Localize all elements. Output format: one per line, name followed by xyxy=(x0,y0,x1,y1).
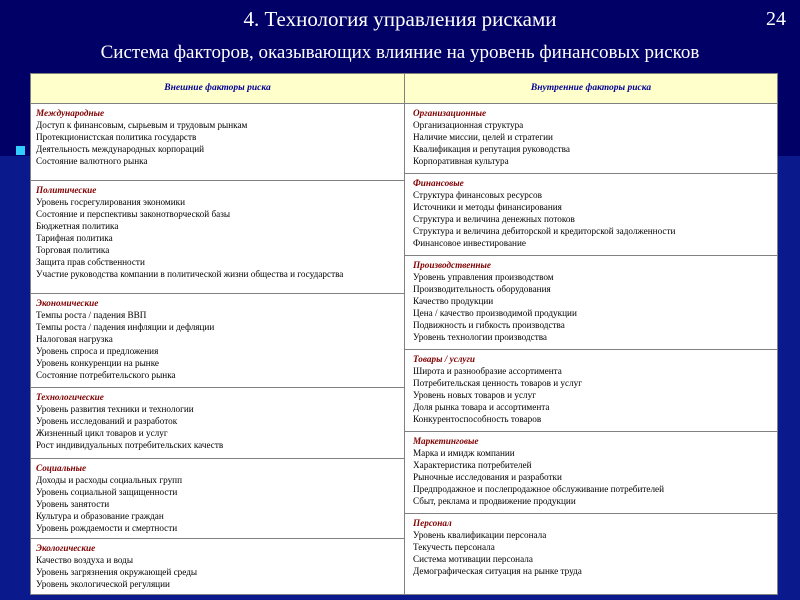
factor-item: Производительность оборудования xyxy=(413,284,551,294)
factor-item: Уровень конкуренции на рынке xyxy=(36,358,160,368)
bullet-square-icon xyxy=(16,146,25,155)
factor-item: Марка и имидж компании xyxy=(413,448,515,458)
factor-group-title: Политические xyxy=(36,185,97,195)
factor-item: Уровень загрязнения окружающей среды xyxy=(36,567,198,577)
risk-factors-table xyxy=(30,73,778,595)
factor-item: Корпоративная культура xyxy=(413,156,509,166)
factor-item: Доля рынка товара и ассортимента xyxy=(413,402,550,412)
factor-group-title: Социальные xyxy=(36,463,87,473)
factor-item: Качество продукции xyxy=(413,296,494,306)
factor-item: Состояние валютного рынка xyxy=(36,156,148,166)
factor-item: Протекционистская политика государств xyxy=(36,132,197,142)
factor-group-title: Финансовые xyxy=(413,178,464,188)
factor-item: Защита прав собственности xyxy=(36,257,145,267)
factor-item: Доступ к финансовым, сырьевым и трудовым рынкам xyxy=(36,120,248,130)
factor-group-title: Производственные xyxy=(413,260,491,270)
factor-item: Уровень управления производством xyxy=(413,272,554,282)
factor-group-political xyxy=(31,181,404,294)
factor-item: Рыночные исследования и разработки xyxy=(413,472,562,482)
factor-group-financial xyxy=(405,174,777,256)
factor-item: Бюджетная политика xyxy=(36,221,119,231)
factor-item: Качество воздуха и воды xyxy=(36,555,134,565)
factor-group-title: Маркетинговые xyxy=(413,436,479,446)
factor-item: Структура финансовых ресурсов xyxy=(413,190,542,200)
factor-item: Тарифная политика xyxy=(36,233,113,243)
factor-item: Жизненный цикл товаров и услуг xyxy=(36,428,168,438)
factor-item: Уровень исследований и разработок xyxy=(36,416,178,426)
factor-item: Состояние и перспективы законотворческой базы xyxy=(36,209,231,219)
factor-group-title: Технологические xyxy=(36,392,104,402)
factor-item: Уровень квалификации персонала xyxy=(413,530,547,540)
factor-group-marketing xyxy=(405,432,777,514)
factor-item: Уровень спроса и предложения xyxy=(36,346,159,356)
factor-item: Структура и величина дебиторской и кредиторской задолженности xyxy=(413,226,676,236)
factor-group-title: Организационные xyxy=(413,108,487,118)
slide-number: 24 xyxy=(766,8,786,30)
factor-group-title: Международные xyxy=(36,108,105,118)
factor-item: Финансовое инвестирование xyxy=(413,238,526,248)
factor-item: Темпы роста / падения инфляции и дефляции xyxy=(36,322,215,332)
factor-item: Наличие миссии, целей и стратегии xyxy=(413,132,553,142)
factor-item: Доходы и расходы социальных групп xyxy=(36,475,182,485)
factor-item: Состояние потребительского рынка xyxy=(36,370,176,380)
factor-item: Деятельность международных корпораций xyxy=(36,144,205,154)
factor-item: Уровень рождаемости и смертности xyxy=(36,523,178,533)
factor-item: Рост индивидуальных потребительских качеств xyxy=(36,440,224,450)
factor-group-title: Товары / услуги xyxy=(413,354,475,364)
factor-item: Демографическая ситуация на рынке труда xyxy=(413,566,582,576)
internal-factors-header: Внутренние факторы риска xyxy=(405,74,777,104)
factor-item: Темпы роста / падения ВВП xyxy=(36,310,147,320)
factor-item: Структура и величина денежных потоков xyxy=(413,214,575,224)
factor-item: Источники и методы финансирования xyxy=(413,202,562,212)
factor-group-production xyxy=(405,256,777,350)
factor-group-international xyxy=(31,104,404,181)
factor-group-organizational xyxy=(405,104,777,174)
factor-item: Налоговая нагрузка xyxy=(36,334,113,344)
factor-item: Квалификация и репутация руководства xyxy=(413,144,570,154)
factor-item: Уровень госрегулирования экономики xyxy=(36,197,186,207)
factor-item: Уровень социальной защищенности xyxy=(36,487,178,497)
factor-group-products-services xyxy=(405,350,777,432)
slide-title: 4. Технология управления рисками xyxy=(243,7,557,31)
factor-item: Цена / качество производимой продукции xyxy=(413,308,577,318)
internal-factors-column xyxy=(405,104,777,594)
external-factors-header: Внешние факторы риска xyxy=(31,74,405,104)
factor-item: Характеристика потребителей xyxy=(413,460,532,470)
factor-group-title: Персонал xyxy=(413,518,452,528)
factor-item: Организационная структура xyxy=(413,120,524,130)
factor-group-technological xyxy=(31,388,404,459)
factor-item: Широта и разнообразие ассортимента xyxy=(413,366,562,376)
factor-item: Уровень экологической регуляции xyxy=(36,579,170,589)
factor-item: Торговая политика xyxy=(36,245,110,255)
factor-item: Система мотивации персонала xyxy=(413,554,533,564)
factor-item: Уровень развития техники и технологии xyxy=(36,404,194,414)
factor-group-ecological xyxy=(31,539,404,594)
factor-item: Участие руководства компании в политической жизни общества и государства xyxy=(36,269,344,279)
slide-subtitle: Система факторов, оказывающих влияние на уровень финансовых рисков xyxy=(100,42,700,63)
factor-item: Текучесть персонала xyxy=(413,542,495,552)
factor-group-social xyxy=(31,459,404,539)
factor-item: Уровень занятости xyxy=(36,499,110,509)
factor-item: Уровень технологии производства xyxy=(413,332,547,342)
factor-item: Культура и образование граждан xyxy=(36,511,164,521)
factor-group-title: Экономические xyxy=(36,298,99,308)
factor-item: Предпродажное и послепродажное обслуживание потребителей xyxy=(413,484,665,494)
factor-item: Уровень новых товаров и услуг xyxy=(413,390,536,400)
external-factors-column xyxy=(31,104,405,594)
factor-item: Потребительская ценность товаров и услуг xyxy=(413,378,583,388)
factor-group-economic xyxy=(31,294,404,388)
factor-item: Конкурентоспособность товаров xyxy=(413,414,542,424)
factor-group-title: Экологические xyxy=(36,543,96,553)
factor-group-personnel xyxy=(405,514,777,594)
factor-item: Сбыт, реклама и продвижение продукции xyxy=(413,496,576,506)
factor-item: Подвижность и гибкость производства xyxy=(413,320,565,330)
